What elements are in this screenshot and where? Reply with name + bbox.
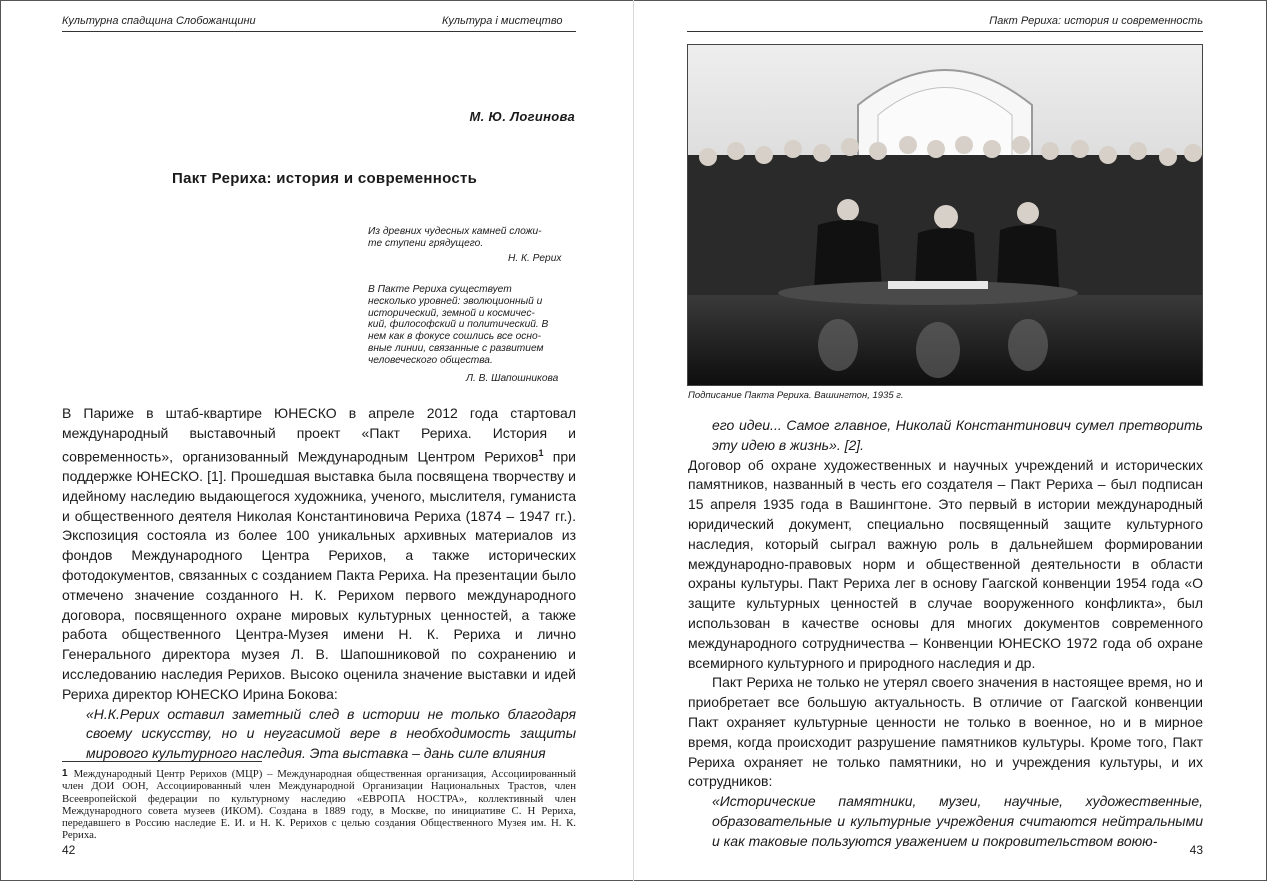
footnote-text: Международный Центр Рерихов (МЦР) – Международная общественная организация, Ассоциированный член ДОИ ООН, Ассоциированный член Международной Организации Национальных Трастов, член Всеевропейской федерации по культурному наследию «ЕВРОПА НОСТРА», коллективный член Международного совета музеев (ИКОМ). Создана в 1889 году, в Москве, по инициативе С. Н Рериха, передавшего в Россию наследие Е. И. и Н. К. Рерихов с целью создания Общественного Музея им. Н. К. Рериха. (62, 768, 576, 842)
body-text: В Париже в штаб-квартире ЮНЕСКО в апреле 2012 года стартовал международный выставочный проект «Пакт Рериха. История и современность», организованный Международным Центром Рерихов (62, 405, 576, 465)
epigraph-1-signature: Н. К. Рерих (508, 253, 562, 264)
body-paragraph: Пакт Рериха не только не утерял своего значения в настоящее время, но и приобретает все большую актуальность. В отличие от Гаагской конвенции Пакт охраняет культурные ценности не только в военное, но и в мирное время, когда происходит разрушение памятников культуры. Кроме того, Пакт Рериха охраняет не только памятники, но и учреждения культуры, и их сотрудников: (688, 674, 1203, 790)
epigraph-line: несколько уровней: эволюционный и (368, 295, 543, 307)
photo-caption: Подписание Пакта Рериха. Вашингтон, 1935 г. (688, 390, 904, 401)
epigraph-line: В Пакте Рериха существует (368, 284, 512, 295)
right-body (688, 416, 1203, 852)
page-number-left: 42 (62, 843, 76, 857)
epigraph-2 (368, 284, 575, 367)
page-number-right: 43 (1189, 843, 1203, 857)
historical-photo (687, 44, 1203, 386)
quote-block: «Исторические памятники, музеи, научные, художественные, образовательные и культурные учреждения считаются нейтральными и как таковые пользуются уважением и покровительством воюю- (712, 793, 1203, 849)
header-rule-left (62, 31, 576, 32)
epigraph-line: исторический, земной и космичес- (368, 307, 535, 319)
epigraph-line: Из древних чудесных камней сложи- (368, 226, 542, 237)
epigraph-line: человеческого общества. (368, 354, 493, 366)
photo-icon (688, 45, 1202, 385)
epigraph-line: нем как в фокусе сошлись все осно- (368, 331, 542, 343)
epigraph-line: кий, философский и политический. В (368, 319, 549, 331)
page-spine (633, 0, 634, 881)
article-title: Пакт Рериха: история и современность (172, 170, 478, 187)
footnote (62, 768, 576, 842)
quote-block: «Н.К.Рерих оставил заметный след в истории не только благодаря своему искусству, но и неугасимой вере в необходимость защиты мирового культурного наследия. Эта выставка – дань силе влияния (86, 705, 576, 762)
footnote-rule (62, 761, 262, 762)
header-rule-right (687, 31, 1203, 32)
epigraph-line: те ступени грядущего. (368, 237, 484, 249)
quote-continuation: его идеи... Самое главное, Николай Константинович сумел претворить эту идею в жизнь». [2]. (712, 417, 1203, 453)
footnote-mark: 1 (62, 768, 68, 779)
running-header-center: Культура і мистецтво (442, 15, 563, 27)
body-text: при поддержке ЮНЕСКО. [1]. Прошедшая выставка была посвящена творчеству и идейному наследию выдающегося художника, ученого, мыслителя, гуманиста и общественного деятеля Николая Константиновича Рериха (1874 – 1947 гг.). Экспозиция состояла из более 100 уникальных архивных материалов из фондов Международного Центра Рерихов, а также исторических фотодокументов, связанных с созданием Пакта Рериха. На презентации было отмечено значение созданного Н. К. Рерихом первого международного договора, посвященного охране мировых культурных ценностей, а также работа общественного Центра-Музея имени Н. К. Рериха и лично Генерального директора музея Л. В. Шапошниковой по сохранению и исследованию наследия Рерихов. Высоко оценила значение выставки и идей Рериха директор ЮНЕСКО Ирина Бокова: (62, 448, 576, 702)
footnote-reference[interactable]: 1 (538, 447, 544, 458)
body-paragraph: Договор об охране художественных и научных учреждений и исторических памятников, названный в честь его создателя – Пакт Рериха – был подписан 15 апреля 1935 года в Вашингтоне. Это первый в истории международный юридический документ, специально посвященный защите культурного наследия, который сыграл важную роль в дальнейшем формировании международно-правовых норм и общественной деятельности в области охраны культуры. Пакт Рериха лег в основу Гаагской конвенции 1954 года «О защите культурных ценностей в случае вооруженного конфликта», был использован в качестве основы для многих документов современного международного сотрудничества – Конвенции ЮНЕСКО 1972 года об охране всемирного культурного и природного наследия и др. (688, 456, 1203, 671)
running-header-left: Культурна спадщина Слобожанщини (62, 15, 256, 27)
left-body (62, 404, 576, 764)
epigraph-2-signature: Л. В. Шапошникова (466, 373, 559, 384)
epigraph-1 (368, 226, 575, 250)
author-name: М. Ю. Логинова (469, 109, 575, 124)
epigraph-line: вные линии, связанные с развитием (368, 342, 544, 354)
body-paragraph (62, 404, 576, 705)
running-header-right: Пакт Рериха: история и современность (989, 15, 1203, 27)
